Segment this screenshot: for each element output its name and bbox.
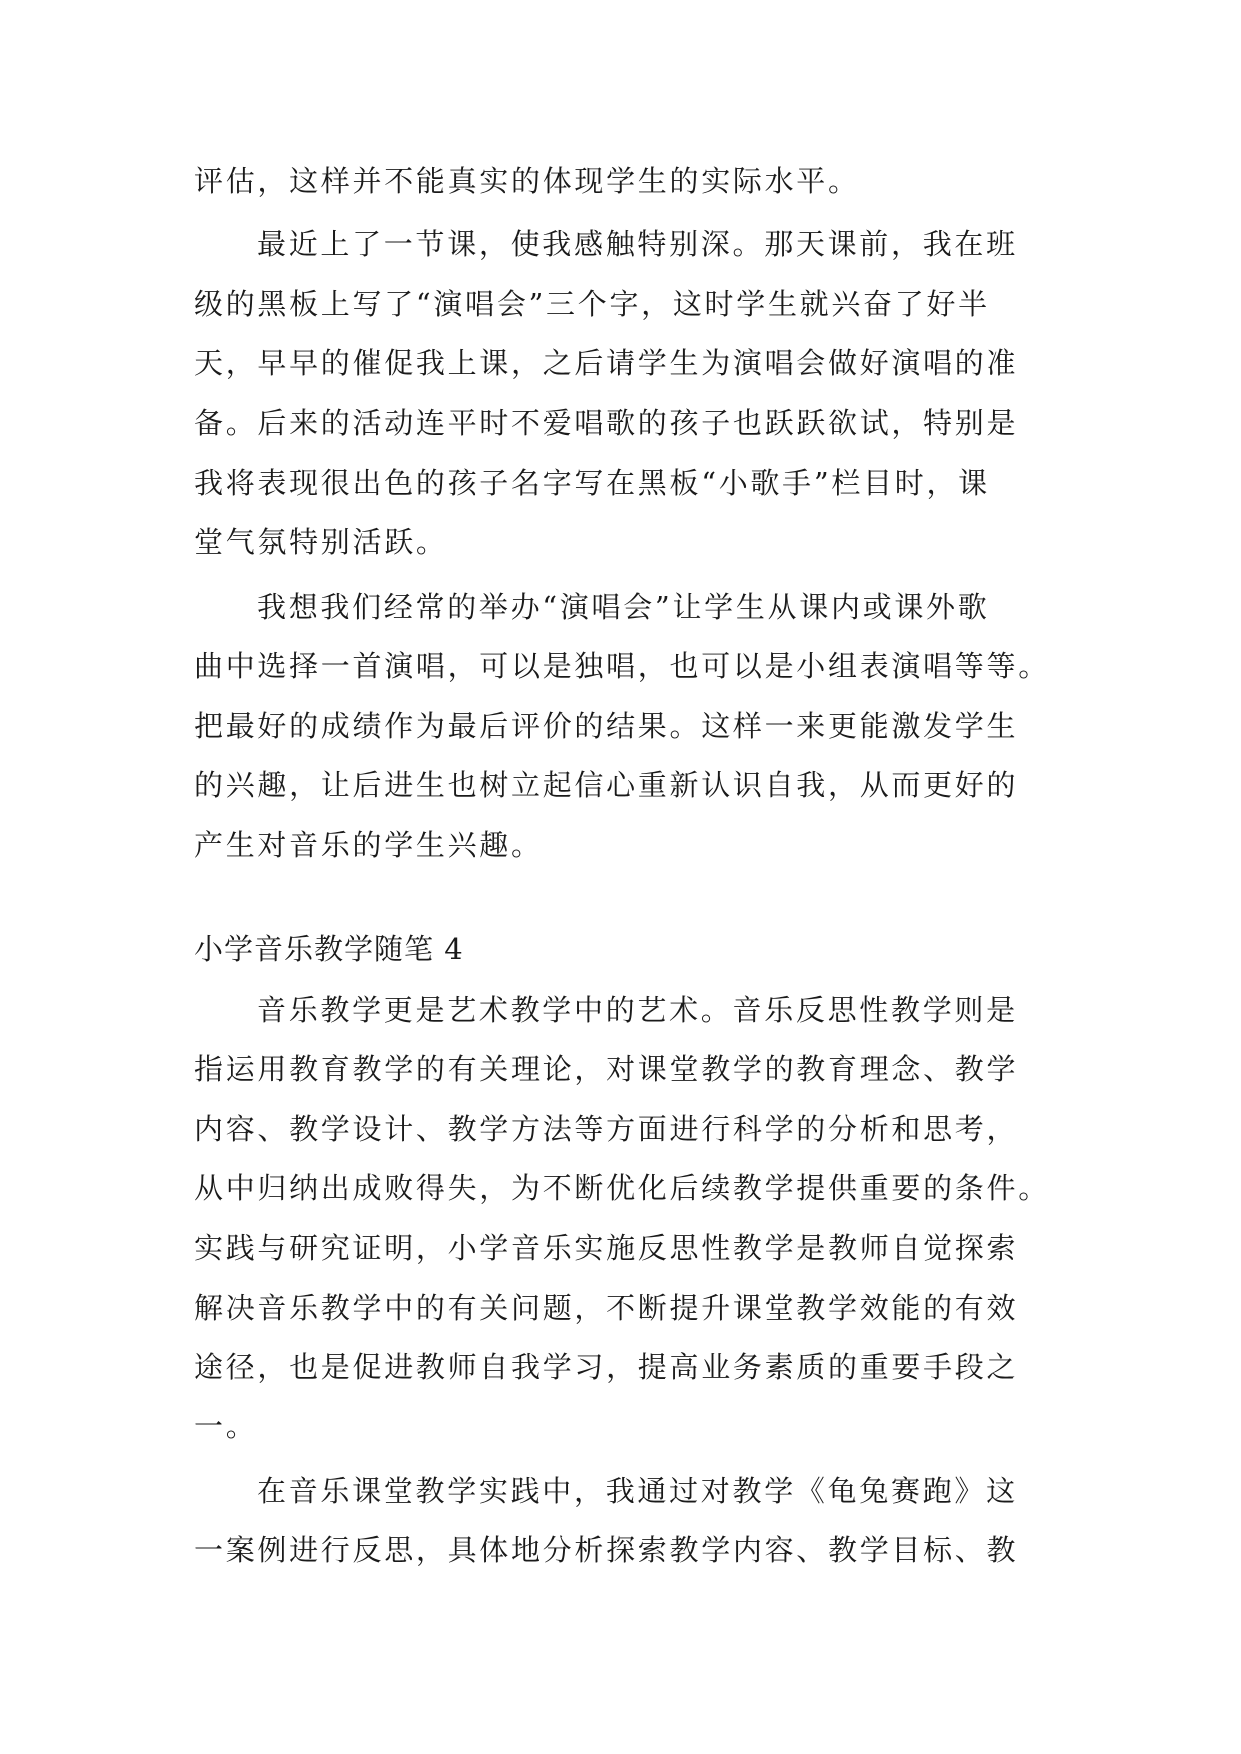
paragraph-line: 我将表现很出色的孩子名字写在黑板“小歌手”栏目时，课 — [194, 466, 990, 500]
paragraph-line: 天，早早的催促我上课，之后请学生为演唱会做好演唱的准 — [194, 346, 1019, 380]
paragraph-line: 解决音乐教学中的有关问题，不断提升课堂教学效能的有效 — [194, 1291, 1019, 1325]
paragraph-line: 产生对音乐的学生兴趣。 — [194, 828, 543, 862]
paragraph-line: 评估，这样并不能真实的体现学生的实际水平。 — [194, 164, 860, 198]
paragraph-line: 途径，也是促进教师自我学习，提高业务素质的重要手段之 — [194, 1350, 1019, 1384]
section-heading: 小学音乐教学随笔 4 — [194, 932, 464, 966]
paragraph-line: 的兴趣，让后进生也树立起信心重新认识自我，从而更好的 — [194, 768, 1019, 802]
paragraph-line: 备。后来的活动连平时不爱唱歌的孩子也跃跃欲试，特别是 — [194, 406, 1019, 440]
paragraph-line: 指运用教育教学的有关理论，对课堂教学的教育理念、教学 — [194, 1052, 1019, 1086]
paragraph-line: 曲中选择一首演唱，可以是独唱，也可以是小组表演唱等等。 — [194, 649, 1050, 683]
paragraph-line: 堂气氛特别活跃。 — [194, 525, 448, 559]
paragraph-line: 一。 — [194, 1409, 258, 1443]
paragraph-line: 我想我们经常的举办“演唱会”让学生从课内或课外歌 — [257, 590, 990, 624]
paragraph-line: 最近上了一节课，使我感触特别深。那天课前，我在班 — [257, 227, 1018, 261]
paragraph-line: 实践与研究证明，小学音乐实施反思性教学是教师自觉探索 — [194, 1231, 1019, 1265]
paragraph-line: 把最好的成绩作为最后评价的结果。这样一来更能激发学生 — [194, 709, 1019, 743]
paragraph-line: 从中归纳出成败得失，为不断优化后续教学提供重要的条件。 — [194, 1171, 1050, 1205]
paragraph-line: 音乐教学更是艺术教学中的艺术。音乐反思性教学则是 — [257, 993, 1018, 1027]
paragraph-line: 一案例进行反思，具体地分析探索教学内容、教学目标、教 — [194, 1533, 1019, 1567]
paragraph-line: 内容、教学设计、教学方法等方面进行科学的分析和思考， — [194, 1112, 1019, 1146]
paragraph-line: 级的黑板上写了“演唱会”三个字，这时学生就兴奋了好半 — [194, 287, 990, 321]
paragraph-line: 在音乐课堂教学实践中，我通过对教学《龟兔赛跑》这 — [257, 1474, 1018, 1508]
